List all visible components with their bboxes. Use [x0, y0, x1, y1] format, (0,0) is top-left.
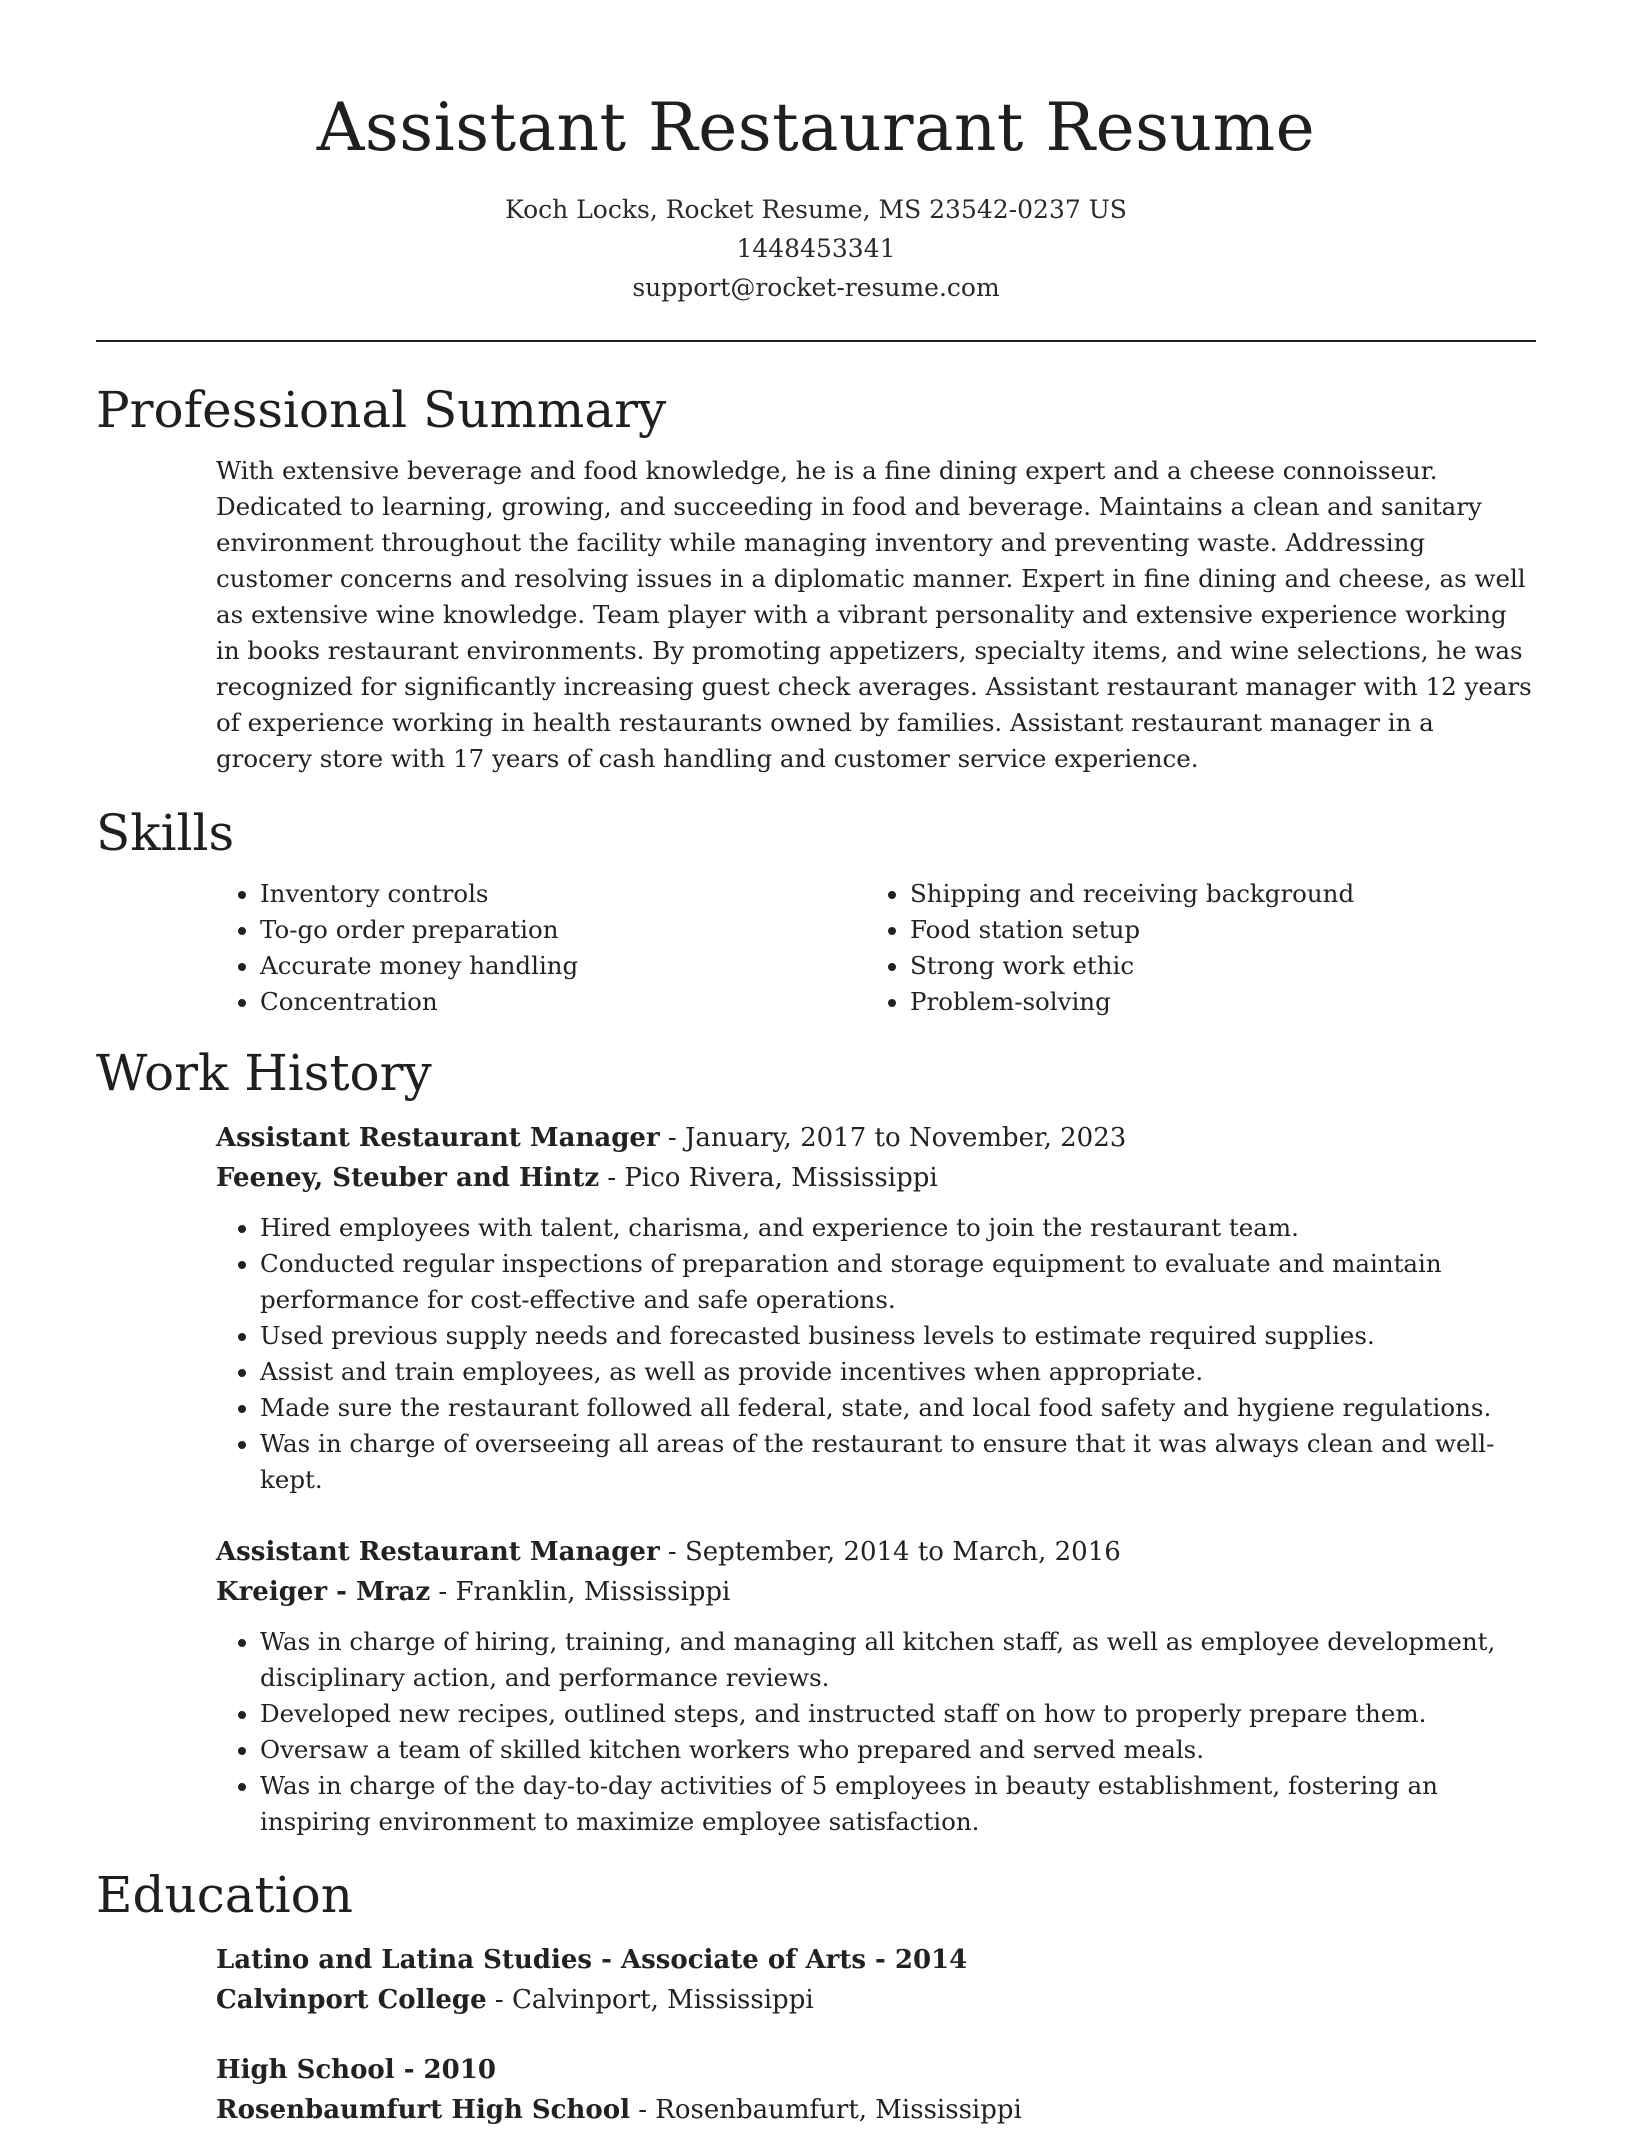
header-divider: [96, 340, 1536, 342]
job-bullet: • Used previous supply needs and forecasted business levels to estimate required supplies.: [260, 1318, 1536, 1354]
skill-item: • Strong work ethic: [910, 948, 1516, 984]
skill-item: • Concentration: [260, 984, 866, 1020]
job-dates: - September, 2014 to March, 2016: [659, 1537, 1121, 1567]
skill-item: • To-go order preparation: [260, 912, 866, 948]
job-title-line: [216, 1118, 1536, 1158]
summary-heading: Professional Summary: [96, 381, 667, 439]
job-bullet: • Was in charge of overseeing all areas of the restaurant to ensure that it was always clean and well-kept.: [260, 1426, 1536, 1498]
job-bullet: • Hired employees with talent, charisma, and experience to join the restaurant team.: [260, 1210, 1536, 1246]
skill-item: • Inventory controls: [260, 876, 866, 912]
job-bullet: • Developed new recipes, outlined steps, and instructed staff on how to properly prepare them.: [260, 1696, 1536, 1732]
resume-title: Assistant Restaurant Resume: [316, 89, 1316, 166]
education-degree: High School - 2010: [216, 2055, 496, 2085]
job-entry: [216, 1532, 1536, 1840]
summary-text: With extensive beverage and food knowledge, he is a fine dining expert and a cheese connoisseur. Dedicated to learning, growing, and succeeding in food and beverage. Maintains a clean and sanitary environment throughout the facility while managing inventory and preventing waste. Addressing customer concerns and resolving issues in a diplomatic manner. Expert in fine dining and cheese, as well as extensive wine knowledge. Team player with a vibrant personality and extensive experience working in books restaurant environments. By promoting appetizers, specialty items, and wine selections, he was recognized for significantly increasing guest check averages. Assistant restaurant manager with 12 years of experience working in health restaurants owned by families. Assistant restaurant manager in a grocery store with 17 years of cash handling and customer service experience.: [216, 456, 1532, 773]
education-entry: [216, 1940, 1536, 2020]
address-text: Koch Locks, Rocket Resume, MS 23542-0237 US: [505, 195, 1127, 224]
skills-list: [216, 876, 1536, 1020]
job-bullets: [216, 1624, 1536, 1840]
contact-info: [96, 190, 1536, 307]
job-title-line: [216, 1532, 1536, 1572]
job-location: - Pico Rivera, Mississippi: [599, 1163, 938, 1193]
skill-item: • Problem-solving: [910, 984, 1516, 1020]
job-role: Assistant Restaurant Manager: [216, 1123, 660, 1153]
job-company: Feeney, Steuber and Hintz: [216, 1163, 600, 1193]
skill-item: • Accurate money handling: [260, 948, 866, 984]
phone-text: 1448453341: [736, 234, 896, 263]
resume-header: [96, 0, 1536, 307]
job-dates: - January, 2017 to November, 2023: [659, 1123, 1127, 1153]
education-location: - Calvinport, Mississippi: [486, 1985, 814, 2015]
job-location: - Franklin, Mississippi: [430, 1577, 731, 1607]
skill-item: • Shipping and receiving background: [910, 876, 1516, 912]
education-school: Calvinport College: [216, 1985, 487, 2015]
job-bullet: • Assist and train employees, as well as provide incentives when appropriate.: [260, 1354, 1536, 1390]
job-entry: [216, 1118, 1536, 1498]
education-heading: Education: [96, 1866, 353, 1924]
education-degree: Latino and Latina Studies - Associate of Arts - 2014: [216, 1945, 968, 1975]
skills-heading: Skills: [96, 804, 235, 862]
job-company-line: [216, 1158, 1536, 1198]
job-bullet: • Oversaw a team of skilled kitchen workers who prepared and served meals.: [260, 1732, 1536, 1768]
education-school-line: [216, 2090, 1536, 2130]
job-bullet: • Made sure the restaurant followed all federal, state, and local food safety and hygiene regulations.: [260, 1390, 1536, 1426]
education-entry: [216, 2050, 1536, 2130]
job-bullet: • Conducted regular inspections of preparation and storage equipment to evaluate and maintain performance for cost-effective and safe operations.: [260, 1246, 1536, 1318]
job-bullets: [216, 1210, 1536, 1498]
resume-page: [96, 0, 1536, 2130]
job-bullet: • Was in charge of hiring, training, and managing all kitchen staff, as well as employee development, disciplinary action, and performance reviews.: [260, 1624, 1536, 1696]
email-text: support@rocket-resume.com: [632, 273, 1000, 302]
job-bullet: • Was in charge of the day-to-day activities of 5 employees in beauty establishment, fostering an inspiring environment to maximize employee satisfaction.: [260, 1768, 1536, 1840]
skills-column-right: [866, 876, 1516, 1020]
job-role: Assistant Restaurant Manager: [216, 1537, 660, 1567]
education-school: Rosenbaumfurt High School: [216, 2095, 630, 2125]
job-company: Kreiger - Mraz: [216, 1577, 431, 1607]
education-location: - Rosenbaumfurt, Mississippi: [629, 2095, 1022, 2125]
work-history-heading: Work History: [96, 1044, 432, 1102]
job-company-line: [216, 1572, 1536, 1612]
education-school-line: [216, 1980, 1536, 2020]
skills-column-left: [216, 876, 866, 1020]
skill-item: • Food station setup: [910, 912, 1516, 948]
